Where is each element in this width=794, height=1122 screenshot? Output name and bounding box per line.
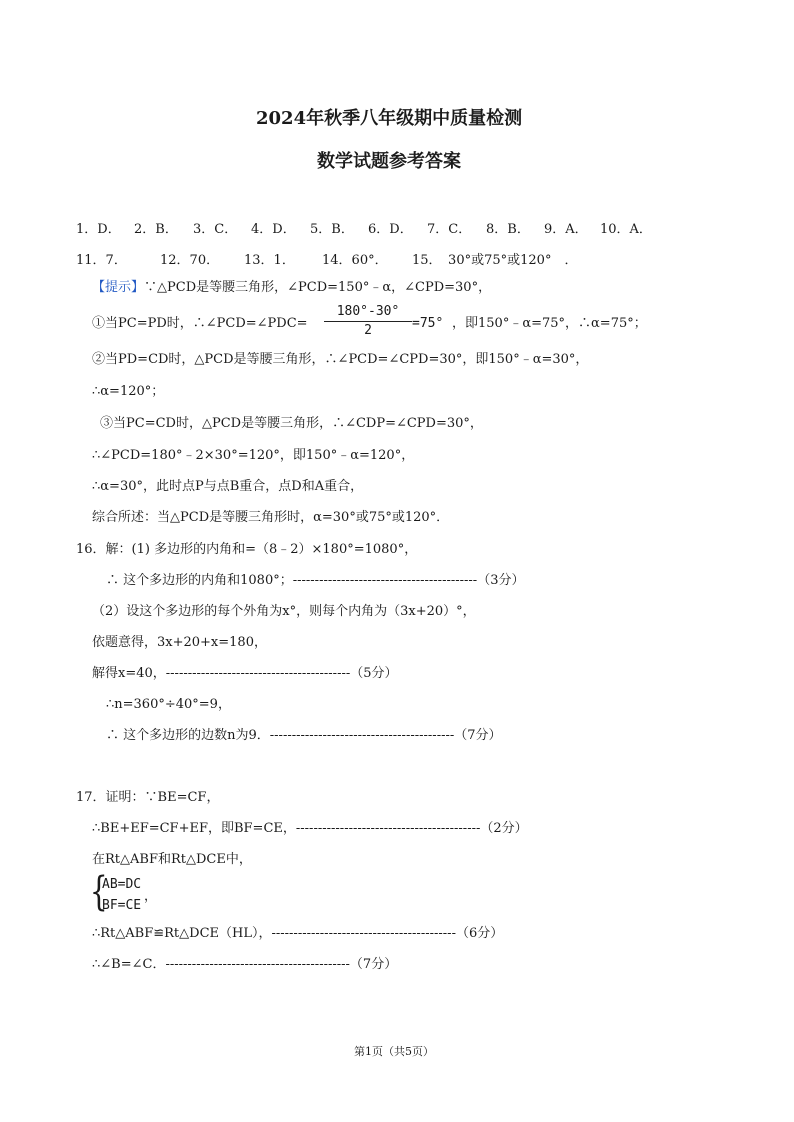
q17-line-1: 17．证明：∵BE=CF，: [76, 790, 220, 805]
q16-line-3: （2）设这个多边形的每个外角为x°，则每个内角为（3x+20）°，: [92, 604, 476, 619]
equation-system-comma: ，: [144, 889, 158, 904]
hint-case2-result: ∴α=120°；: [92, 384, 165, 399]
choice-answer-3: 3．C．: [193, 222, 238, 237]
q16-line-5: 解得x=40，------------------------------------------（5分）: [92, 666, 398, 681]
hint-label: 【提示】: [92, 280, 145, 295]
choice-answer-6: 6．D．: [368, 222, 413, 237]
fraction-numerator: 180°-30°: [336, 304, 400, 319]
q16-line-1: 16．解：(1) 多边形的内角和=（8﹣2）×180°=1080°，: [76, 542, 418, 557]
fill-answer-14: 14．60°．: [322, 253, 388, 268]
doc-title-line2: 数学试题参考答案: [317, 151, 461, 172]
hint-line-1: [92, 280, 491, 296]
fill-answer-13: 13．1．: [244, 253, 295, 268]
equation-system-row-2: BF=CE: [102, 898, 142, 913]
hint-case2: ②当PD=CD时，△PCD是等腰三角形，∴∠PCD=∠CPD=30°，即150°﹣α=30°，: [92, 352, 589, 367]
hint-case1-prefix: ①当PC=PD时，∴∠PCD=∠PDC=: [92, 316, 308, 331]
q17-line-5: ∴∠B=∠C．------------------------------------------（7分）: [92, 957, 398, 972]
q16-line-7: ∴ 这个多边形的边数n为9．------------------------------------------（7分）: [106, 728, 502, 743]
hint-case1-rest: ，即150°﹣α=75°，∴α=75°；: [452, 316, 647, 331]
hint-case3: ③当PC=CD时，△PCD是等腰三角形，∴∠CDP=∠CPD=30°，: [100, 416, 483, 431]
doc-title-line1: 2024年秋季八年级期中质量检测: [256, 108, 523, 129]
q17-line-2: ∴BE+EF=CF+EF，即BF=CE，------------------------------------------（2分）: [92, 821, 528, 836]
hint-case1-fraction: [324, 305, 412, 338]
equation-system-row-1: AB=DC: [102, 877, 142, 892]
choice-answer-4: 4．D．: [251, 222, 296, 237]
fraction-bar: [324, 321, 412, 322]
q17-line-4: ∴Rt△ABF≌Rt△DCE（HL），------------------------------------------（6分）: [92, 926, 504, 941]
hint-case3-calc: ∴∠PCD=180°﹣2×30°=120°，即150°﹣α=120°，: [92, 448, 415, 463]
hint-case3-result: ∴α=30°，此时点P与点B重合，点D和A重合，: [92, 479, 364, 494]
page-footer: 第1页（共5页）: [354, 1045, 434, 1058]
choice-answer-8: 8．B．: [486, 222, 530, 237]
q16-line-6: ∴n=360°÷40°=9，: [106, 697, 231, 712]
hint-summary: 综合所述：当△PCD是等腰三角形时，α=30°或75°或120°．: [92, 510, 450, 525]
choice-answer-9: 9．A．: [544, 222, 588, 237]
hint-case1-suffix: =75°: [412, 316, 444, 331]
choice-answer-2: 2．B．: [134, 222, 178, 237]
hint-text: ∵△PCD是等腰三角形，∠PCD=150°﹣α，∠CPD=30°，: [144, 280, 492, 295]
fill-answer-15: 15． 30°或75°或120° ．: [412, 253, 578, 268]
fill-answer-11: 11．7．: [76, 253, 127, 268]
q16-line-2: ∴ 这个多边形的内角和1080°；------------------------------------------（3分）: [106, 573, 525, 588]
choice-answer-7: 7．C．: [427, 222, 472, 237]
q17-line-3: 在Rt△ABF和Rt△DCE中，: [92, 852, 252, 867]
fill-answer-12: 12．70．: [160, 253, 220, 268]
equation-system-brace: {: [89, 869, 108, 915]
q16-line-4: 依题意得，3x+20+x=180，: [92, 635, 267, 650]
choice-answer-10: 10．A．: [600, 222, 652, 237]
choice-answer-1: 1．D．: [76, 222, 121, 237]
fraction-denominator: 2: [364, 323, 372, 338]
choice-answer-5: 5．B．: [310, 222, 354, 237]
